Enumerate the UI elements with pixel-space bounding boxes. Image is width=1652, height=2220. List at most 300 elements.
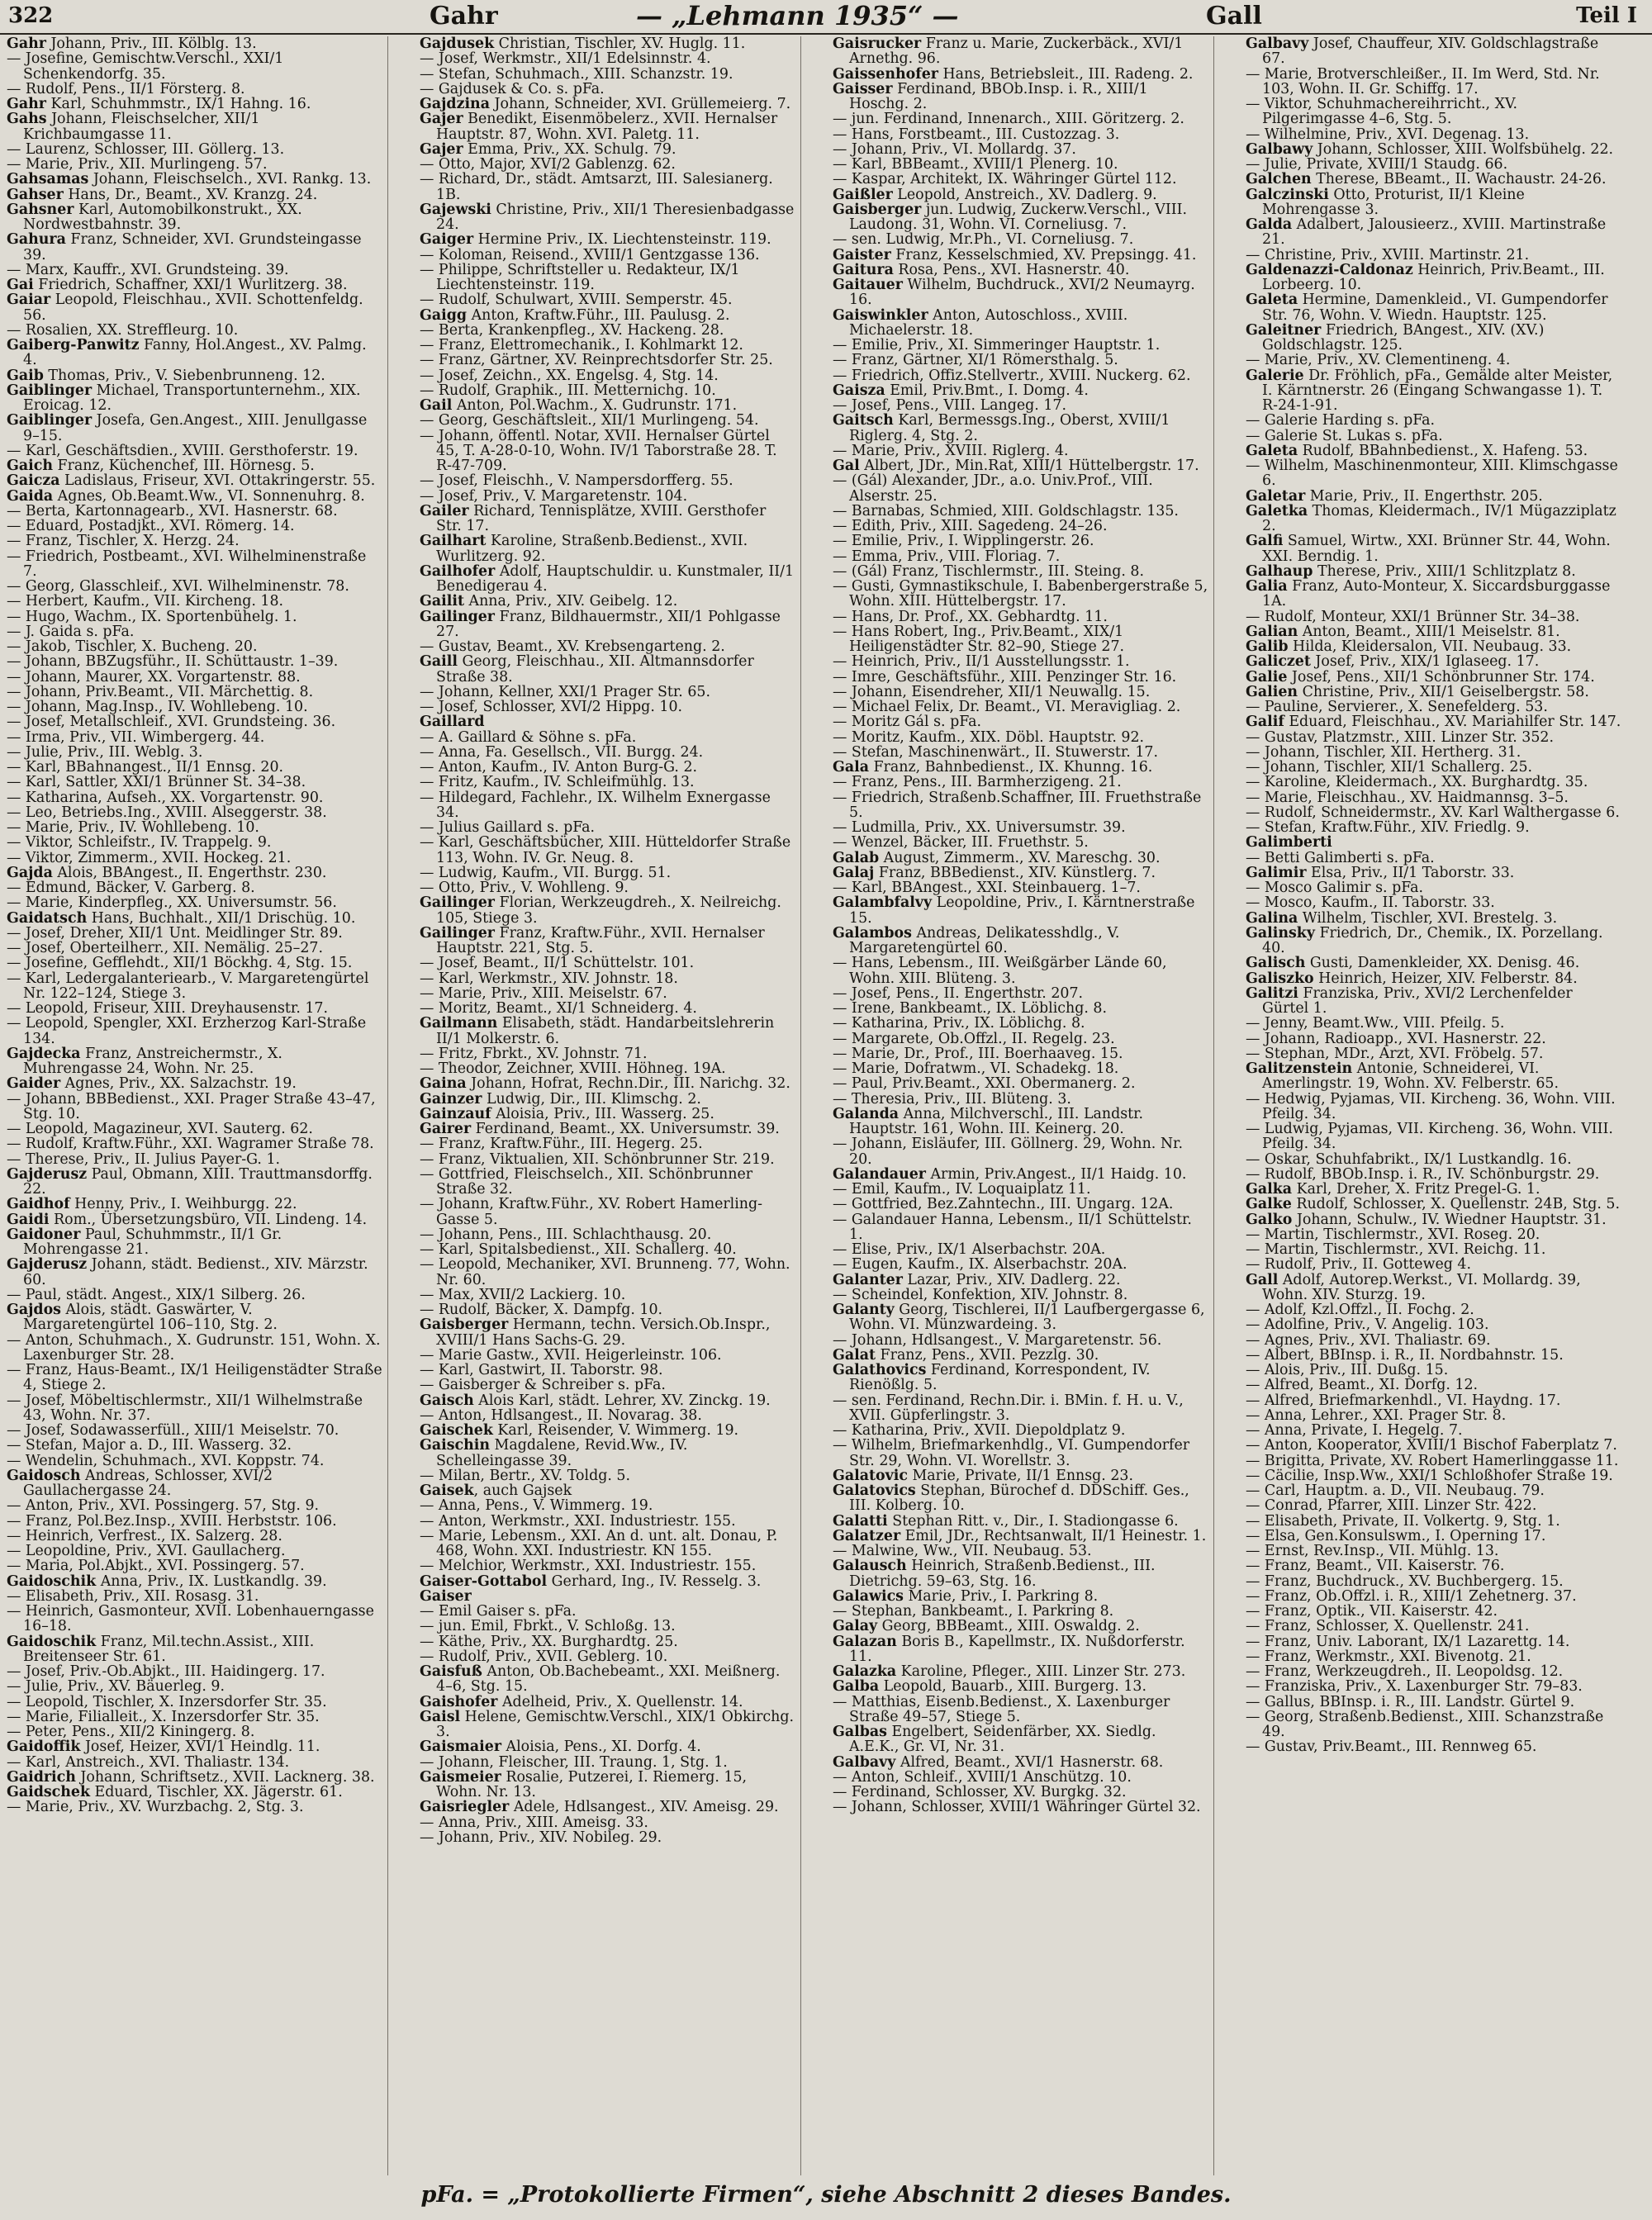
entry-details: — Rudolf, Kraftw.Führ., XXI. Wagramer Straße 78.: [7, 1136, 374, 1153]
directory-entry: [833, 835, 1208, 850]
directory-entry: [1246, 36, 1622, 67]
entry-details: Adolf, Hauptschuldir. u. Kunstmaler, II/1 Benedigerau 4.: [436, 562, 795, 595]
directory-entry: [1246, 1438, 1622, 1453]
directory-entry: [7, 458, 382, 473]
directory-entry: [1246, 1152, 1622, 1167]
directory-entry: [7, 685, 382, 700]
directory-entry: [1246, 1032, 1622, 1046]
directory-entry: [7, 594, 382, 609]
entry-surname: Galhaup: [1246, 562, 1313, 580]
entry-details: Agnes, Ob.Beamt.Ww., VI. Sonnenuhrg. 8.: [53, 487, 365, 505]
entry-details: Magdalene, Revid.Ww., IV. Schelleingasse 39.: [436, 1437, 688, 1469]
entry-surname: Gainzauf: [420, 1105, 491, 1122]
directory-entry: [833, 248, 1208, 263]
entry-details: — Franz, Univ. Laborant, IX/1 Lazarettg. 14.: [1246, 1633, 1570, 1650]
entry-details: — Adolf, Kzl.Offzl., II. Fochg. 2.: [1246, 1302, 1474, 1318]
entry-details: — Franz, Gärtner, XV. Reinprechtsdorfer Str. 25.: [420, 352, 773, 369]
directory-entry: [833, 685, 1208, 700]
entry-details: Johann, Schulw., IV. Wiedner Hauptstr. 31.: [1292, 1211, 1607, 1228]
entry-surname: Gaidi: [7, 1211, 50, 1228]
entry-surname: Galeta: [1246, 442, 1298, 459]
entry-details: — Galerie St. Lukas s. pFa.: [1246, 427, 1443, 444]
entry-details: — Stefan, Maschinenwärt., II. Stuwerstr. 17.: [833, 743, 1159, 761]
entry-surname: Galatovic: [833, 1467, 908, 1484]
entry-details: — Gaisberger & Schreiber s. pFa.: [420, 1377, 666, 1394]
directory-entry: [1246, 413, 1622, 428]
entry-details: — Hans, Forstbeamt., III. Custozzag. 3.: [833, 126, 1120, 143]
directory-entry: [420, 1695, 795, 1710]
entry-details: — Ferdinand, Schlosser, XV. Burgkg. 32.: [833, 1784, 1127, 1800]
entry-details: — Hans, Lebensm., III. Weißgärber Lände 60, Wohn. XIII. Blüteng. 3.: [833, 955, 1167, 987]
directory-entry: [833, 1438, 1208, 1468]
directory-entry: [833, 956, 1208, 986]
directory-entry: [420, 1498, 795, 1513]
directory-entry: [1246, 97, 1622, 127]
entry-details: — Julius Gaillard s. pFa.: [420, 819, 596, 836]
entry-surname: Gaidoschik: [7, 1572, 97, 1590]
entry-surname: Gailhofer: [420, 562, 496, 580]
entry-details: Johann, Schlosser, XIII. Wolfsbühelg. 22.: [1313, 140, 1614, 158]
directory-entry: [833, 745, 1208, 760]
directory-entry: [7, 368, 382, 383]
entry-details: — Wilhelm, Briefmarkenhdlg., VI. Gumpendorfer Str. 29, Wohn. VI. Worellstr. 3.: [833, 1437, 1190, 1469]
directory-entry: [833, 1333, 1208, 1348]
entry-details: — Johann, Maurer, XX. Vorgartenstr. 88.: [7, 668, 301, 685]
page-number: 322: [8, 3, 54, 28]
entry-details: — Galandauer Hanna, Lebensm., II/1 Schüttelstr. 1.: [833, 1211, 1192, 1243]
entry-details: — Johann, Hdlsangest., V. Margaretenstr. 56.: [833, 1331, 1162, 1349]
directory-entry: [420, 1393, 795, 1408]
entry-details: — Käthe, Priv., XX. Burghardtg. 25.: [420, 1633, 678, 1650]
entry-details: — Josefine, Gemischtw.Verschl., XXI/1 Schenkendorfg. 35.: [7, 50, 284, 83]
entry-details: Adolf, Autorep.Werkst., VI. Mollardg. 39, Wohn. XIV. Sturzg. 19.: [1262, 1271, 1581, 1303]
entry-details: — Maria, Pol.Abjkt., XVI. Possingerg. 57.: [7, 1558, 305, 1575]
directory-entry: [833, 1257, 1208, 1272]
directory-entry: [7, 278, 382, 292]
entry-details: Agnes, Priv., XX. Salzachstr. 19.: [60, 1075, 297, 1093]
entry-surname: Gailit: [420, 593, 464, 610]
entry-details: Therese, BBeamt., II. Wachaustr. 24-26.: [1311, 171, 1607, 188]
entry-details: — Edmund, Bäcker, V. Garberg. 8.: [7, 880, 255, 896]
entry-details: — Anton, Priv., XVI. Possingerg. 57, Stg. 9.: [7, 1497, 320, 1515]
entry-details: — Hugo, Wachm., IX. Sportenbühelg. 1.: [7, 608, 297, 625]
directory-entry: [1246, 429, 1622, 444]
directory-entry: [7, 745, 382, 760]
entry-details: Samuel, Wirtw., XXI. Brünner Str. 44, Wohn. XXI. Berndig. 1.: [1262, 533, 1611, 565]
directory-columns: [0, 36, 1652, 2175]
directory-entry: [7, 1544, 382, 1558]
directory-entry: [420, 51, 795, 66]
directory-entry: [420, 157, 795, 172]
entry-details: — Rudolf, Pens., II/1 Försterg. 8.: [7, 80, 245, 97]
entry-details: — Alfred, Beamt., XI. Dorfg. 12.: [1246, 1377, 1479, 1394]
entry-surname: Gaiger: [420, 231, 474, 249]
directory-entry: [420, 413, 795, 428]
directory-entry: [420, 1634, 795, 1649]
directory-entry: [1246, 1589, 1622, 1604]
entry-details: — Moritz Gál s. pFa.: [833, 714, 981, 731]
directory-entry: [833, 775, 1208, 790]
directory-entry: [833, 1061, 1208, 1076]
directory-entry: [1246, 1649, 1622, 1664]
entry-surname: Galbavy: [833, 1753, 896, 1771]
directory-entry: [833, 654, 1208, 669]
entry-details: Albert, JDr., Min.Rat, XIII/1 Hüttelbergstr. 17.: [859, 458, 1199, 474]
entry-surname: Gaich: [7, 458, 53, 474]
directory-entry: [833, 187, 1208, 202]
entry-details: — Karl, Gastwirt, II. Taborstr. 98.: [420, 1362, 663, 1378]
entry-details: Adelheid, Priv., X. Quellenstr. 14.: [497, 1693, 743, 1710]
directory-entry: [1246, 610, 1622, 624]
entry-details: — Josef, Priv., V. Margaretenstr. 104.: [420, 487, 688, 505]
entry-surname: Gajderusz: [7, 1256, 88, 1274]
directory-entry: [833, 1468, 1208, 1483]
directory-entry: [420, 775, 795, 790]
entry-surname: Gaiar: [7, 292, 51, 309]
directory-entry: [833, 1619, 1208, 1634]
entry-details: — Jakob, Tischler, X. Bucheng. 20.: [7, 638, 258, 655]
entry-surname: Galambos: [833, 924, 912, 942]
directory-entry: [833, 127, 1208, 142]
entry-details: Antonie, Schneiderei, VI. Amerlingstr. 19, Wohn. XV. Felberstr. 65.: [1262, 1060, 1559, 1093]
entry-details: Karl, Bermessgs.Ing., Oberst, XVIII/1 Riglerg. 4, Stg. 2.: [849, 412, 1170, 444]
entry-details: — Anton, Werkmstr., XXI. Industriestr. 155.: [420, 1512, 736, 1530]
entry-surname: Galian: [1246, 623, 1298, 640]
entry-details: — Johann, Tischler, XII/1 Schallerg. 25.: [1246, 759, 1533, 776]
entry-details: — Franz, Beamt., VII. Kaiserstr. 76.: [1246, 1558, 1505, 1575]
directory-entry: [7, 187, 382, 202]
directory-entry: [420, 700, 795, 714]
entry-details: — Leopold, Friseur, XIII. Dreyhausenstr. 17.: [7, 1000, 329, 1017]
directory-entry: [7, 338, 382, 368]
header-part-label: Teil I: [1576, 3, 1637, 28]
directory-entry: [420, 1739, 795, 1754]
directory-entry: [7, 624, 382, 639]
directory-entry: [1246, 489, 1622, 504]
entry-details: — Philippe, Schriftsteller u. Redakteur, IX/1 Liechtensteinstr. 119.: [420, 261, 740, 293]
entry-surname: Gaitauer: [833, 277, 903, 293]
entry-details: — Johann, Eisläufer, III. Göllnerg. 29, Wohn. Nr. 20.: [833, 1136, 1183, 1168]
directory-entry: [420, 895, 795, 926]
entry-details: Wilhelm, Tischler, XVI. Brestelg. 3.: [1298, 909, 1558, 927]
directory-entry: [7, 895, 382, 910]
directory-entry: [420, 338, 795, 353]
directory-entry: [1246, 1317, 1622, 1332]
entry-details: — Malwine, Ww., VII. Neubaug. 53.: [833, 1543, 1092, 1559]
directory-entry: [420, 1302, 795, 1317]
entry-details: — Josef, Pens., VIII. Langeg. 17.: [833, 397, 1066, 414]
entry-details: — Mosco, Kaufm., II. Taborstr. 33.: [1246, 894, 1495, 912]
directory-entry: [7, 835, 382, 850]
entry-surname: Galandauer: [833, 1165, 926, 1183]
entry-details: — Julie, Priv., III. Weblg. 3.: [7, 743, 203, 761]
directory-entry: [420, 956, 795, 970]
column-1: [0, 36, 388, 2175]
entry-details: — Hans, Dr. Prof., XX. Gebhardtg. 11.: [833, 608, 1108, 625]
directory-entry: [833, 172, 1208, 187]
directory-entry: [1246, 292, 1622, 323]
entry-details: Karl, Automobilkonstrukt., XX. Nordwestbahnstr. 39.: [23, 201, 302, 233]
entry-details: Heinrich, Priv.Beamt., III. Lorbeerg. 10.: [1262, 261, 1605, 293]
directory-entry: [7, 549, 382, 580]
entry-details: Emma, Priv., XX. Schulg. 79.: [463, 140, 676, 158]
entry-details: — Rudolf, Bäcker, X. Dampfg. 10.: [420, 1302, 663, 1318]
entry-details: — Josef, Zeichn., XX. Engelsg. 4, Stg. 14.: [420, 367, 719, 384]
entry-surname: Gaisberger: [833, 201, 922, 218]
directory-entry: [420, 926, 795, 956]
directory-entry: [7, 172, 382, 187]
entry-details: — Paul, Priv.Beamt., XXI. Obermanerg. 2.: [833, 1075, 1136, 1093]
entry-details: — Johann, öffentl. Notar, XVII. Hernalser Gürtel 45, T. A-28-0-10, Wohn. IV/1 Taborstraße 28. T. R-47-709.: [420, 427, 777, 474]
entry-details: — Anton, Kooperator, XVIII/1 Bischof Faberplatz 7.: [1246, 1437, 1617, 1454]
directory-entry: [7, 790, 382, 805]
entry-surname: Galda: [1246, 216, 1293, 233]
directory-entry: [7, 956, 382, 970]
directory-entry: [7, 1574, 382, 1589]
directory-entry: [1246, 1679, 1622, 1694]
directory-entry: [1246, 564, 1622, 579]
entry-surname: Galfi: [1246, 533, 1284, 550]
directory-entry: [833, 398, 1208, 413]
directory-entry: [420, 1046, 795, 1061]
entry-details: — Franz, Kraftw.Führ., III. Hegerg. 25.: [420, 1136, 703, 1153]
entry-details: — Leopoldine, Priv., XVI. Gaullacherg.: [7, 1543, 286, 1559]
entry-details: Richard, Tennisplätze, XVIII. Gersthofer Str. 17.: [436, 502, 767, 534]
entry-details: Hermann, techn. Versich.Ob.Inspr., XVIII/1 Hans Sachs-G. 29.: [436, 1316, 771, 1349]
entry-details: — Gusti, Gymnastikschule, I. Babenbergerstraße 5, Wohn. XIII. Hüttelbergstr. 17.: [833, 578, 1208, 610]
directory-entry: [420, 1558, 795, 1573]
entry-details: Johann, Fleischselcher, XII/1 Krichbaumgasse 11.: [23, 111, 260, 143]
entry-details: — Julie, Priv., XV. Bäuerleg. 9.: [7, 1678, 225, 1696]
directory-entry: [7, 1514, 382, 1529]
entry-details: Josefa, Gen.Angest., XIII. Jenullgasse 9–15.: [23, 412, 368, 444]
entry-details: — sen. Ferdinand, Rechn.Dir. i. BMin. f. H. u. V., XVII. Güpferlingstr. 3.: [833, 1392, 1184, 1424]
entry-details: — Ludwig, Pyjamas, VII. Kircheng. 36, Wohn. VIII. Pfeilg. 34.: [1246, 1121, 1613, 1153]
directory-entry: [7, 263, 382, 278]
directory-entry: [420, 534, 795, 564]
directory-entry: [1246, 1092, 1622, 1122]
entry-details: Rom., Übersetzungsbüro, VII. Lindeng. 14.: [49, 1211, 368, 1228]
entry-details: Hans, Buchhalt., XII/1 Drischüg. 10.: [87, 909, 356, 927]
entry-details: Anton, Beamt., XIII/1 Meiselstr. 81.: [1298, 623, 1560, 640]
directory-entry: [7, 36, 382, 51]
entry-details: Wilhelm, Buchdruck., XVI/2 Neumayrg. 16.: [849, 277, 1195, 309]
directory-entry: [420, 473, 795, 488]
directory-entry: [833, 1001, 1208, 1016]
directory-entry: [7, 1363, 382, 1393]
entry-details: — Leo, Betriebs.Ing., XVIII. Alseggerstr. 38.: [7, 804, 327, 821]
directory-entry: [420, 610, 795, 640]
entry-details: Paul, Schuhmmstr., II/1 Gr. Mohrengasse 21.: [23, 1226, 282, 1258]
entry-details: Paul, Obmann, XIII. Trauttmansdorffg. 22.: [23, 1165, 373, 1198]
directory-entry: [1246, 895, 1622, 910]
entry-details: — Josefine, Gefflehdt., XII/1 Böckhg. 4, Stg. 15.: [7, 955, 353, 972]
directory-entry: [7, 1167, 382, 1198]
entry-details: — Rudolf, Schulwart, XVIII. Semperstr. 45.: [420, 292, 733, 309]
directory-entry: [7, 1152, 382, 1167]
entry-details: — Franz, Optik., VII. Kaiserstr. 42.: [1246, 1603, 1498, 1620]
directory-entry: [833, 790, 1208, 821]
entry-details: — Stephan, Bankbeamt., I. Parkring 8.: [833, 1603, 1114, 1620]
directory-entry: [833, 820, 1208, 835]
directory-entry: [1246, 1739, 1622, 1754]
directory-entry: [833, 1785, 1208, 1800]
directory-entry: [1246, 851, 1622, 866]
directory-entry: [833, 1107, 1208, 1137]
entry-details: Franz, Küchenchef, III. Hörnesg. 5.: [52, 458, 315, 474]
directory-entry: [833, 866, 1208, 880]
directory-entry: [420, 639, 795, 654]
directory-entry: [420, 971, 795, 986]
entry-details: Alois, städt. Gaswärter, V. Margaretengürtel 106–110, Stg. 2.: [23, 1302, 278, 1334]
directory-entry: [420, 232, 795, 247]
entry-details: Hermine Priv., IX. Liechtensteinstr. 119.: [473, 231, 771, 249]
directory-entry: [1246, 820, 1622, 835]
directory-entry: [7, 1770, 382, 1785]
entry-surname: Gaidosch: [7, 1467, 81, 1484]
entry-details: Aloisia, Priv., III. Wasserg. 25.: [491, 1105, 714, 1122]
entry-details: — Josef, Schlosser, XVI/2 Hippg. 10.: [420, 699, 683, 715]
entry-details: Anna, Milchverschl., III. Landstr. Hauptstr. 161, Wohn. III. Keinerg. 20.: [849, 1105, 1144, 1137]
entry-details: — Franz, Haus-Beamt., IX/1 Heiligenstädter Straße 4, Stiege 2.: [7, 1362, 382, 1394]
entry-details: Adele, Hdlsangest., XIV. Ameisg. 29.: [509, 1799, 779, 1816]
entry-details: Johann, Priv., III. Kölblg. 13.: [45, 36, 257, 52]
directory-entry: [833, 1544, 1208, 1558]
directory-entry: [420, 504, 795, 534]
directory-entry: [1246, 1558, 1622, 1573]
entry-surname: Gal: [833, 458, 860, 474]
entry-details: — Stefan, Major a. D., III. Wasserg. 32.: [7, 1437, 292, 1454]
entry-details: Heinrich, Straßenb.Bedienst., III. Dietrichg. 59–63, Stg. 16.: [849, 1558, 1156, 1590]
directory-entry: [7, 489, 382, 504]
directory-entry: [833, 1197, 1208, 1212]
entry-surname: Gaister: [833, 246, 891, 263]
entry-surname: Gailhart: [420, 533, 487, 550]
directory-entry: [833, 1558, 1208, 1589]
entry-surname: Gajdos: [7, 1302, 61, 1318]
directory-entry: [420, 820, 795, 835]
directory-entry: [833, 82, 1208, 112]
directory-entry: [833, 1514, 1208, 1529]
entry-details: Rosa, Pens., XVI. Hasnerstr. 40.: [893, 261, 1130, 278]
entry-surname: Gaill: [420, 653, 458, 671]
directory-entry: [833, 579, 1208, 610]
entry-surname: Gainzer: [420, 1090, 482, 1108]
directory-entry: [420, 1649, 795, 1664]
entry-surname: Gajer: [420, 140, 463, 158]
directory-entry: [833, 895, 1208, 926]
entry-surname: Gailinger: [420, 894, 495, 912]
directory-entry: [420, 1408, 795, 1423]
entry-details: — Galerie Harding s. pFa.: [1246, 412, 1436, 429]
directory-entry: [7, 926, 382, 941]
directory-entry: [1246, 1483, 1622, 1498]
entry-details: — Fritz, Kaufm., IV. Schleifmühlg. 13.: [420, 774, 695, 791]
entry-surname: Galambfalvy: [833, 894, 933, 912]
entry-details: — Leopold, Spengler, XXI. Erzherzog Karl-Straße 134.: [7, 1015, 367, 1047]
entry-surname: Gaisser: [833, 80, 893, 97]
entry-details: — Alois, Priv., III. Dußg. 15.: [1246, 1362, 1449, 1378]
directory-entry: [833, 670, 1208, 685]
entry-surname: Gajdusek: [420, 36, 495, 52]
entry-details: — Jenny, Beamt.Ww., VIII. Pfeilg. 5.: [1246, 1015, 1505, 1032]
entry-surname: Gajda: [7, 864, 53, 881]
entry-surname: Galif: [1246, 714, 1284, 731]
entry-details: — Gustav, Priv.Beamt., III. Rennweg 65.: [1246, 1739, 1537, 1756]
entry-details: Stephan, Bürochef d. DDSchiff. Ges., III. Kolberg. 10.: [849, 1482, 1189, 1515]
entry-details: Friedrich, Schaffner, XXI/1 Wurlitzerg. 38.: [33, 277, 348, 293]
entry-details: — Marie, Filialleit., X. Inzersdorfer Str. 35.: [7, 1708, 320, 1725]
entry-details: — Margarete, Ob.Offzl., II. Regelg. 23.: [833, 1030, 1115, 1047]
entry-details: Anna, Priv., IX. Lustkandlg. 39.: [96, 1572, 327, 1590]
directory-entry: [1246, 866, 1622, 880]
entry-surname: Galanda: [833, 1105, 900, 1122]
directory-entry: [833, 142, 1208, 157]
directory-entry: [833, 730, 1208, 745]
entry-details: — Ludmilla, Priv., XX. Universumstr. 39.: [833, 819, 1126, 836]
directory-entry: [420, 383, 795, 398]
entry-details: — Anton, Schuhmach., X. Gudrunstr. 151, Wohn. X. Laxenburger Str. 28.: [7, 1331, 381, 1364]
directory-entry: [7, 880, 382, 895]
entry-surname: Galatzer: [833, 1527, 901, 1544]
entry-surname: Gaitsch: [833, 412, 894, 429]
entry-details: — Edith, Priv., XIII. Sagedeng. 24–26.: [833, 518, 1108, 534]
entry-details: , auch Gajsek: [473, 1482, 572, 1499]
entry-details: — Hildegard, Fachlehr., IX. Wilhelm Exnergasse 34.: [420, 789, 771, 821]
directory-entry: [833, 1167, 1208, 1182]
entry-surname: Gahser: [7, 186, 64, 203]
directory-entry: [420, 1710, 795, 1740]
entry-details: — Franz, Buchdruck., XV. Buchbergerg. 15.: [1246, 1572, 1564, 1590]
entry-surname: Galetar: [1246, 487, 1306, 505]
directory-entry: [420, 1288, 795, 1302]
column-4: [1239, 36, 1627, 2175]
directory-entry: [7, 1529, 382, 1544]
entry-surname: Gall: [1246, 1271, 1279, 1288]
directory-entry: [833, 157, 1208, 172]
directory-entry: [833, 1136, 1208, 1167]
entry-details: — Stefan, Kraftw.Führ., XIV. Friedlg. 9.: [1246, 819, 1530, 836]
directory-entry: [833, 1182, 1208, 1197]
directory-entry: [833, 1800, 1208, 1814]
entry-details: — Viktor, Zimmerm., XVII. Hockeg. 21.: [7, 849, 292, 866]
entry-surname: Galathovics: [833, 1362, 927, 1378]
entry-details: — (Gál) Franz, Tischlermstr., III. Steing. 8.: [833, 562, 1144, 580]
entry-details: Johann, städt. Bedienst., XIV. Märzstr. 60.: [23, 1256, 368, 1288]
entry-details: Leopold, Anstreich., XV. Dadlerg. 9.: [892, 186, 1157, 203]
entry-details: Christine, Priv., XII/1 Theresienbadgasse 24.: [436, 201, 795, 233]
entry-details: — Theodor, Zeichner, XVIII. Höhneg. 19A.: [420, 1060, 726, 1077]
entry-details: Rudolf, BBahnbedienst., X. Hafeng. 53.: [1298, 442, 1588, 459]
entry-details: August, Zimmerm., XV. Mareschg. 30.: [879, 849, 1161, 866]
directory-entry: [7, 1288, 382, 1302]
directory-entry: [7, 1695, 382, 1710]
entry-details: Therese, Priv., XIII/1 Schlitzplatz 8.: [1313, 562, 1576, 580]
directory-entry: [420, 986, 795, 1001]
entry-details: — Brigitta, Private, XV. Robert Hamerlinggasse 11.: [1246, 1452, 1619, 1469]
directory-entry: [833, 1016, 1208, 1031]
directory-entry: [7, 579, 382, 594]
entry-surname: Gaiswinkler: [833, 306, 928, 324]
entry-details: Alfred, Beamt., XVI/1 Hasnerstr. 68.: [895, 1753, 1164, 1771]
entry-details: Eduard, Tischler, XX. Jägerstr. 61.: [90, 1784, 343, 1800]
directory-entry: [7, 157, 382, 172]
entry-details: — jun. Ferdinand, Innenarch., XIII. Göritzerg. 2.: [833, 111, 1184, 128]
directory-entry: [7, 1302, 382, 1333]
entry-details: — Marie, Priv., XV. Wurzbachg. 2, Stg. 3.: [7, 1799, 304, 1816]
entry-surname: Galeitner: [1246, 321, 1322, 339]
directory-entry: [7, 730, 382, 745]
